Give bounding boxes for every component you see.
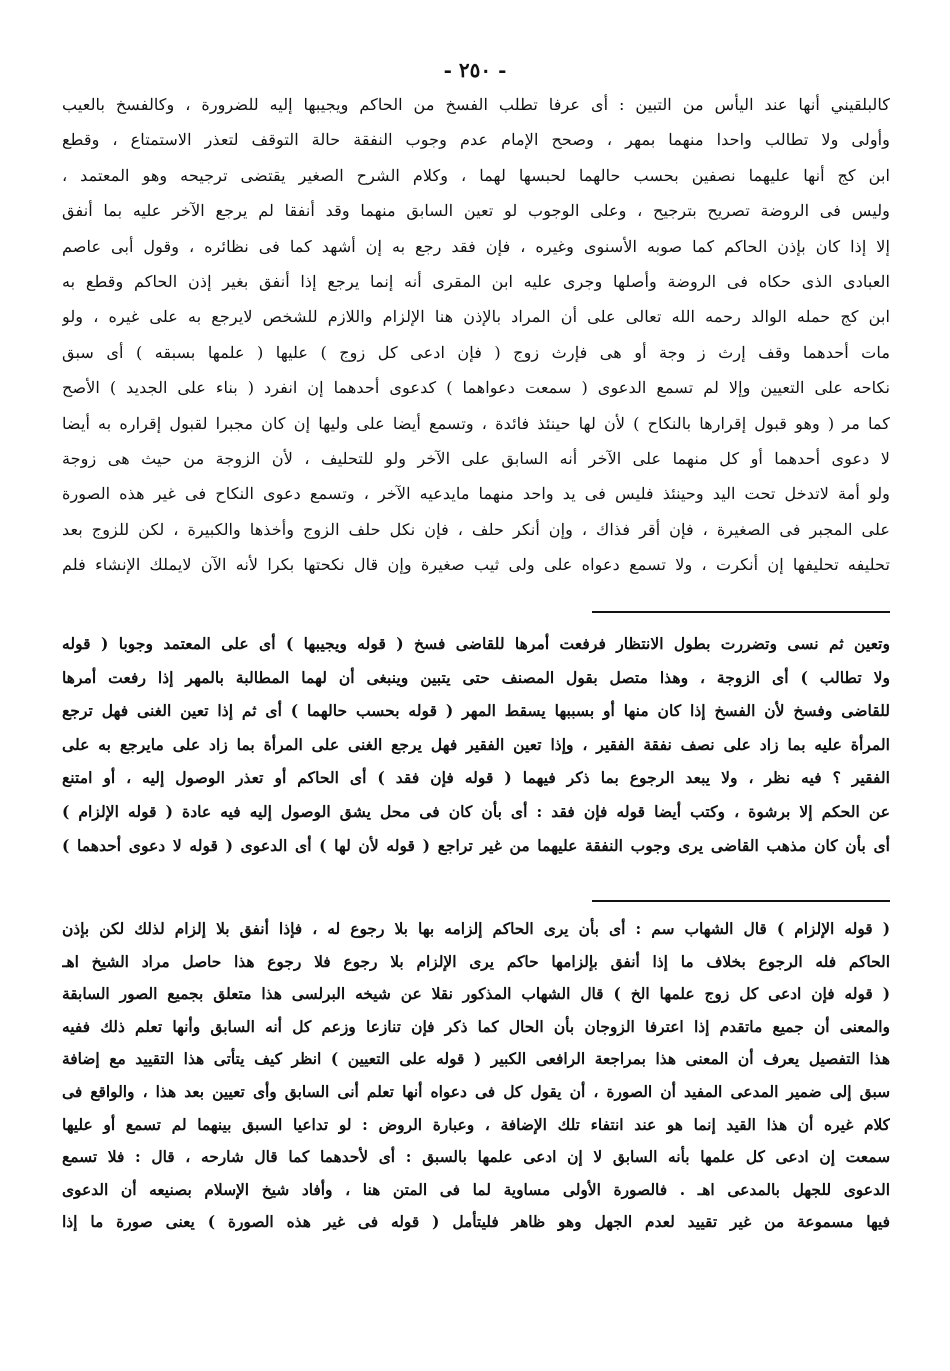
main-line-13: على المجبر فى الصغيرة ، فإن أقر فذاك ، وإن أنكر حلف ، فإن نكل حلف الزوج وأخذها والكبيرة ، لكن للزوج بعد: [62, 519, 890, 539]
main-line-9: نكاحه على التعيين وإلا لم تسمع الدعوى ( سمعت دعواهما ) كدعوى أحدهما إن انفرد ( بناء على الجديد ) الأصح: [62, 378, 890, 398]
main-line-3: ابن كج أنها عليهما نصفين بحسب حالهما لحبسها لهما ، وكلام الشرح الصغير يقتضى ترجيحه وهو المعتمد ،: [62, 165, 890, 185]
commentary-2-line-6: سبق إلى ضمير المدعى المفيد أن الصورة ، أن يقول كل فى دعواه أنها تعلم أنى السابق وأى تعيين بعد هذا ، والواقع فى: [62, 1082, 890, 1101]
page-number: - ٢٥٠ -: [443, 58, 507, 82]
commentary-2-line-4: والمعنى أن جميع ماتقدم إذا اعترفا الزوجان بأن الحال كما ذكر فإن تنازعا وزعم كل أنه السابق وأنها تعلم ذلك ففيه: [62, 1017, 890, 1036]
commentary-1-line-1: وتعين ثم نسى وتضررت بطول الانتظار فرفعت أمرها للقاضى فسخ ( قوله ويجيبها ) أى على المعتمد وجوبا ( قوله: [62, 634, 890, 653]
main-text: [62, 87, 890, 582]
main-line-11: لا دعوى أحدهما أو كل منهما على الآخر أنه السابق على الآخر ولو للتحليف ، لأن الزوجة من حيث هى زوجة: [62, 448, 890, 468]
main-line-14: تحليفه تحليفها إن أنكرت ، ولا تسمع دعواه على ولى ثيب صغيرة وإن قال نكحتها بكرا لأنه الآن لايملك الإنشاء فلم: [62, 555, 890, 575]
commentary-1-line-5: الفقير ؟ فيه نظر ، ولا يبعد الرجوع بما ذكر فيهما ( قوله فإن فقد ) أى الحاكم أو تعذر الوصول إليه ، أو امتنع: [62, 768, 890, 788]
commentary-2-line-8: سمعت إن ادعى كل علمها بأنه السابق لا إن ادعى علمها بالسبق : أى لأحدهما كما قال شارحه ، قال : فلا تسمع: [62, 1148, 890, 1167]
separator-rule-1: [592, 611, 890, 613]
commentary-1-line-6: عن الحكم إلا برشوة ، وكتب أيضا قوله فإن فقد : أى بأن كان فى محل يشق الوصول إليه فيه عادة ( قوله الإلزام ): [62, 801, 890, 821]
commentary-2-line-3: ( قوله فإن ادعى كل زوج علمها الخ ) قال الشهاب المذكور نقلا عن شيخه البرلسى هذا متعلق بجميع الصور السابقة: [62, 985, 890, 1004]
commentary-2-line-10: فيها مسموعة من غير تقييد لعدم الجهل وهو ظاهر فليتأمل ( قوله فى غير هذه الصورة ) يعنى صورة ما إذا: [62, 1213, 890, 1232]
main-line-6: العبادى الذى حكاه فى الروضة وأصلها وجرى عليه ابن المقرى أنه إنما يرجع إذا أنفق بغير إذن الحاكم وقطع به: [62, 271, 890, 291]
main-line-4: وليس فى الروضة تصريح بترجيح ، وعلى الوجوب لو تعين السابق منهما وقد أنفقا لم يرجع الآخر عليه بما أنفق: [62, 201, 890, 221]
main-line-7: ابن كج حمله الوالد رحمه الله تعالى على أن المراد بالإذن هنا الإلزام واللازم للشخص لايرجع به على غيره ، ولو: [62, 307, 890, 327]
main-line-12: ولو أمة لاتدخل تحت اليد وحينئذ فليس فى يد واحد منهما مايدعيه الآخر ، وتسمع دعوى النكاح فى غير هذه الصورة: [62, 484, 890, 504]
commentary-2-line-9: الدعوى للجهل بالمدعى اهـ . فالصورة الأولى مساوية لما فى المتن هنا ، وأفاد شيخ الإسلام بصنيعه أن الدعوى: [62, 1180, 890, 1199]
commentary-2-line-7: كلام غيره أن هذا القيد إنما هو عند انتفاء تلك الإضافة ، وعبارة الروض : لو تداعيا السبق بينهما لم تسمع أو عليها: [62, 1115, 890, 1134]
commentary-2-line-2: الحاكم فله الرجوع بخلاف ما إذا أنفق بإلزامها حاكم يرى الإلزام بلا رجوع فلا رجوع هذا حاصل مراد الشيخ اهـ: [62, 952, 890, 971]
commentary-2-line-1: ( قوله الإلزام ) قال الشهاب سم : أى بأن يرى الحاكم إلزامه بها بلا رجوع له ، فإذا أنفق بلا إلزام لذلك لكن بإذن: [62, 920, 890, 938]
commentary-2-line-5: هذا التفصيل يعرف أن المعنى هذا بمراجعة الرافعى الكبير ( قوله على التعيين ) انظر كيف يتأتى هذا التقييد مع إضافة: [62, 1050, 890, 1069]
main-line-8: مات أحدهما وقف إرث ز وجة أو هى فإرث زوج ( فإن ادعى كل زوج ) عليها ( علمها بسبقه ) أى سبق: [62, 342, 890, 362]
commentary-1-line-3: للقاضى وفسخ لأن الفسخ إذا كان منها أو بسببها يسقط المهر ( قوله بحسب حالهما ) أى ثم إذا تعين الغنى فهل ترجع: [62, 701, 890, 721]
commentary-1-line-7: أى بأن كان مذهب القاضى يرى وجوب النفقة عليهما من غير تراجع ( قوله لأن لها ) أى الدعوى ( قوله لا دعوى أحدهما ): [62, 835, 890, 855]
commentary-1: [62, 627, 890, 862]
separator-rule-2: [592, 900, 890, 902]
commentary-1-line-4: المرأة عليه بما زاد على نصف نفقة الفقير ، وإذا تعين الفقير فهل يرجع الغنى على المرأة بما زاد على مايرجع به على: [62, 734, 890, 754]
main-line-5: إلا إذا كان بإذن الحاكم كما صوبه الأسنوى وغيره ، فإن فقد رجع به إن أشهد كما فى نظائره ، وقول أبى عاصم: [62, 236, 890, 256]
commentary-2: [62, 913, 890, 1239]
main-line-10: كما مر ( وهو قبول إقرارها بالنكاح ) لأن لها حينئذ فائدة ، وتسمع أيضا على وليها إن كان مجبرا لقبول إقراره به أيضا: [62, 413, 890, 433]
commentary-1-line-2: ولا تطالب ) أى الزوجة ، وهذا متصل بقول المصنف حتى يتبين وينبغى أن لهما المطالبة بالمهر إذا رفعت أمرها: [62, 667, 890, 687]
main-line-2: وأولى ولا تطالب واحدا منهما بمهر ، وصحح الإمام عدم وجوب النفقة حالة التوقف لتعذر الاستمتاع ، وقطع: [62, 130, 890, 150]
main-line-1: كالبلقيني أنها عند اليأس من التبين : أى عرفا تطلب الفسخ من الحاكم ويجيبها إليه للضرورة ، وكالفسخ بالعيب: [62, 95, 890, 114]
